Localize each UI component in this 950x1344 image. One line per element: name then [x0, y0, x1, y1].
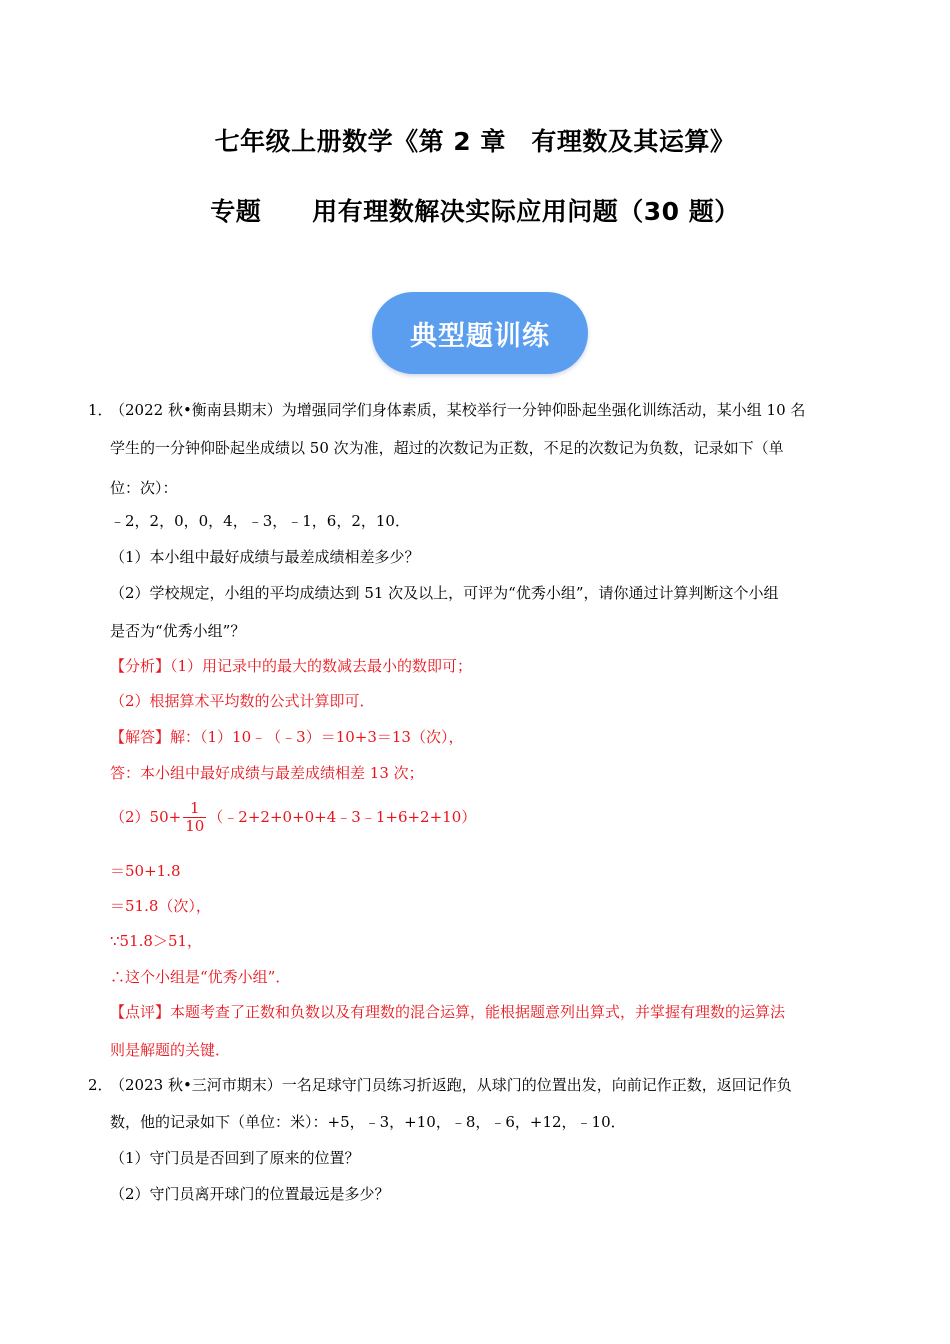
problem-question: （1）本小组中最好成绩与最差成绩相差多少？	[110, 548, 420, 566]
problem-question: （2）守门员离开球门的位置最远是多少？	[110, 1185, 390, 1203]
problem-stem-line: 位：次）：	[110, 479, 178, 497]
comment-tag: 【点评】	[110, 1003, 171, 1021]
section-badge-label: 典型题训练	[410, 320, 550, 352]
analysis-line: （2）根据算术平均数的公式计算即可．	[110, 692, 375, 710]
formula-suffix: （﹣2+2+0+0+4﹣3﹣1+6+2+10）	[208, 808, 477, 826]
problem-question: （1）守门员是否回到了原来的位置？	[110, 1149, 360, 1167]
problem-stem-line: （2023 秋•三河市期末）一名足球守门员练习折返跑，从球门的位置出发，向前记作正数，返回记作负	[110, 1076, 792, 1094]
problem-question: 是否为“优秀小组”？	[110, 622, 246, 640]
analysis-text: （1）用记录中的最大的数减去最小的数即可；	[170, 657, 473, 675]
answer-tag: 【解答】	[110, 728, 171, 746]
fraction-numerator: 1	[183, 800, 206, 818]
problem-number: 1．	[88, 401, 113, 419]
problem-question: （2）学校规定，小组的平均成绩达到 51 次及以上，可评为“优秀小组”，请你通过计算判断这个小组	[110, 584, 779, 602]
document-subtitle: 专题 用有理数解决实际应用问题（30 题）	[210, 197, 740, 226]
solution-step: ＝50+1.8	[110, 862, 181, 880]
problem-number: 2．	[88, 1076, 113, 1094]
answer-line	[110, 726, 463, 748]
solution-step: ∵51.8＞51，	[110, 932, 203, 950]
answer-text: 解：（1）10﹣（﹣3）＝10+3＝13（次），	[170, 728, 464, 746]
formula-prefix: （2）50+	[110, 808, 182, 826]
document-title: 七年级上册数学《第 2 章 有理数及其运算》	[214, 127, 736, 156]
problem-data-line: 数，他的记录如下（单位：米）：+5，﹣3，+10，﹣8，﹣6，+12，﹣10．	[110, 1113, 626, 1131]
solution-conclusion: ∴这个小组是“优秀小组”．	[110, 968, 291, 986]
formula-line	[110, 800, 476, 835]
problem-data-line: ﹣2，2，0，0，4，﹣3，﹣1，6，2，10．	[110, 512, 410, 530]
comment-line	[110, 1001, 785, 1023]
comment-text: 本题考查了正数和负数以及有理数的混合运算，能根据题意列出算式，并掌握有理数的运算法	[170, 1003, 786, 1021]
problem-stem-line: 学生的一分钟仰卧起坐成绩以 50 次为准，超过的次数记为正数，不足的次数记为负数，记录如下（单	[110, 439, 784, 457]
comment-line: 则是解题的关键．	[110, 1041, 231, 1059]
answer-line: 答：本小组中最好成绩与最差成绩相差 13 次；	[110, 764, 424, 782]
fraction	[183, 800, 206, 835]
fraction-denominator: 10	[185, 817, 205, 835]
analysis-line	[110, 655, 472, 677]
problem-stem-line: （2022 秋•衡南县期末）为增强同学们身体素质，某校举行一分钟仰卧起坐强化训练活动，某小组 10 名	[110, 401, 806, 419]
analysis-tag: 【分析】	[110, 657, 171, 675]
section-badge	[372, 292, 588, 374]
solution-step: ＝51.8（次），	[110, 897, 211, 915]
